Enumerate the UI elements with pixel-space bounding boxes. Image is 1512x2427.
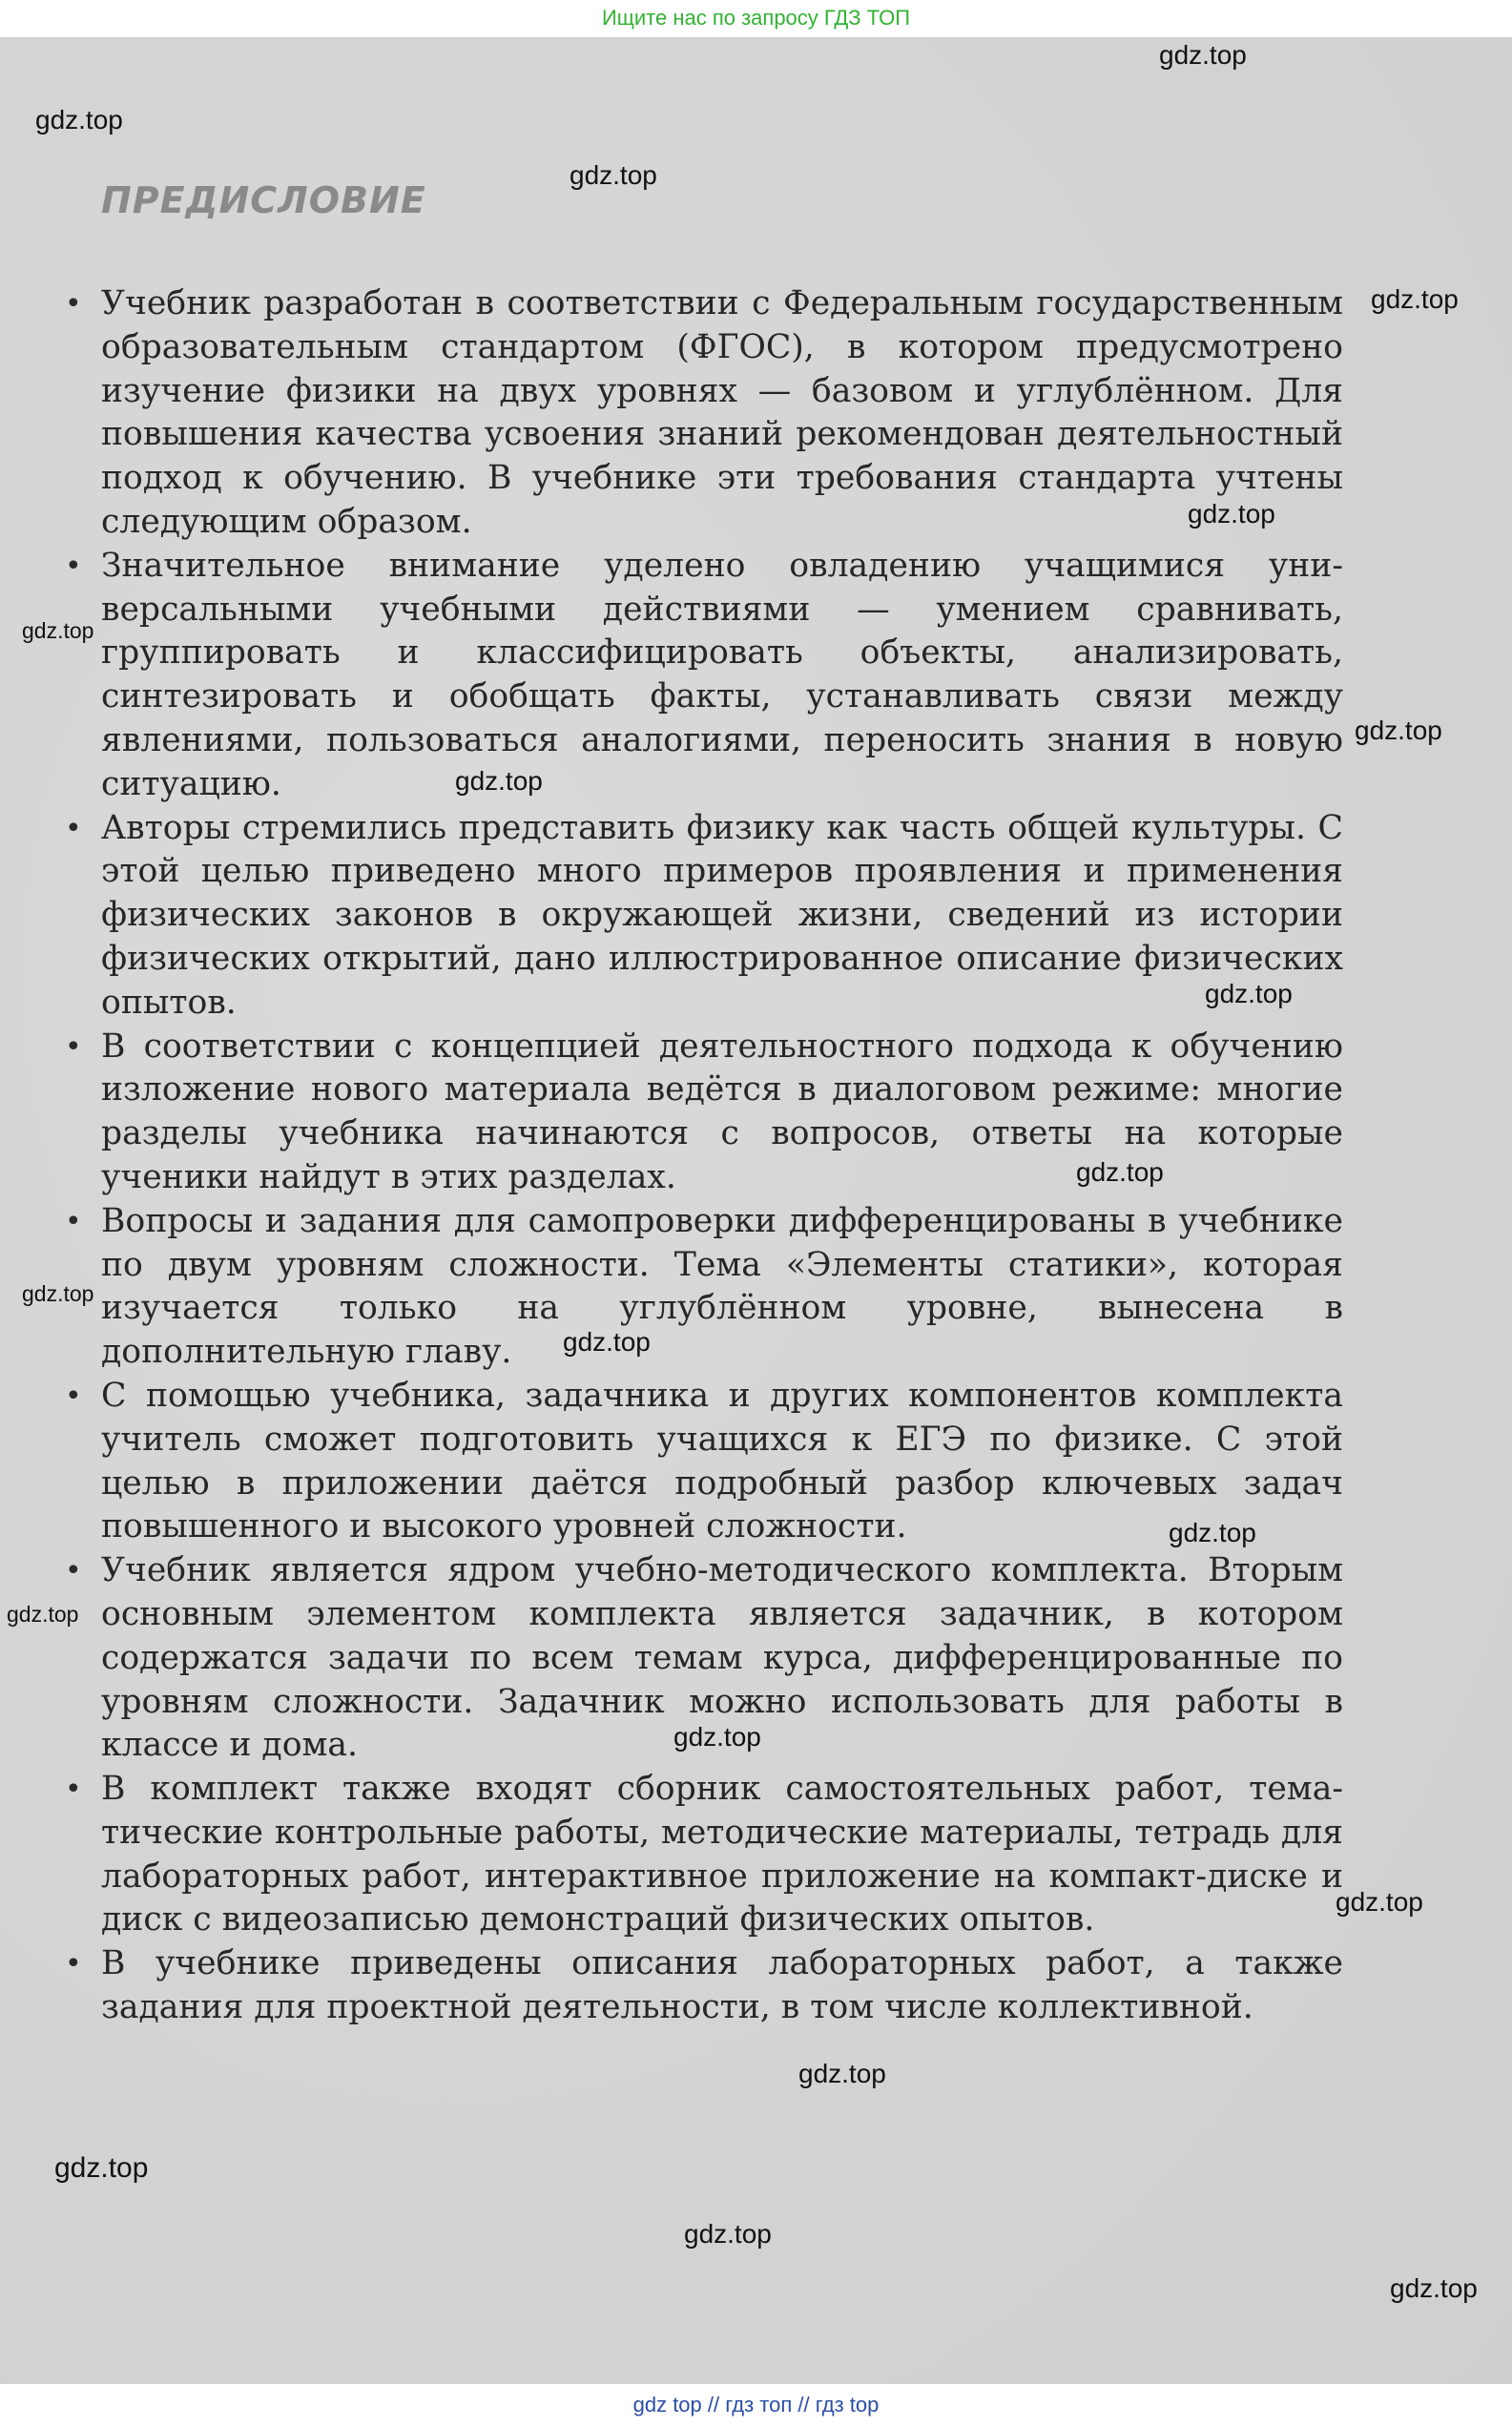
list-item	[65, 807, 1343, 1026]
watermark-text: gdz.top	[54, 2152, 149, 2184]
watermark-text: gdz.top	[1336, 1887, 1423, 1917]
watermark-text: gdz.top	[1169, 1518, 1256, 1547]
watermark-text: gdz.top	[22, 618, 94, 643]
watermark-text: gdz.top	[455, 766, 543, 796]
watermark-text: gdz.top	[798, 2059, 886, 2088]
bullet-icon: •	[65, 1773, 82, 1807]
list-item	[65, 1768, 1343, 1942]
bullet-icon: •	[65, 287, 82, 321]
watermark-text: gdz.top	[570, 160, 657, 190]
bullet-icon: •	[65, 1029, 82, 1064]
search-hint-link[interactable]: Ищите нас по запросу ГДЗ ТОП	[601, 6, 911, 30]
bullet-icon: •	[65, 811, 82, 845]
page-heading: ПРЕДИСЛОВИЕ	[101, 179, 426, 221]
list-item-text: С помощью учебника, задачника и других компонентов комплекта учитель сможет подготовить учащихся к ЕГЭ по физике. С этой целью в приложении даётся подробный разбор ключевых задач повышенного и высокого уровней сложности.	[101, 1376, 1343, 1546]
list-item	[65, 282, 1343, 545]
list-item-text: Учебник разработан в соответствии с Федеральным государственным образовательным стандартом (ФГОС), в котором предусмотрено изучение физики на двух уровнях — базовом и углублённом. Для повышения качества усвоения знаний рекомендован деятельностный подход к обучению. В учебнике эти требования стандарта учтены следующим образом.	[101, 284, 1343, 541]
watermark-text: gdz.top	[35, 105, 123, 135]
list-item-text: В учебнике приведены описания лабораторных работ, а также задания для проектной деятельности, в том числе коллективной.	[101, 1944, 1343, 2027]
list-item-text: Учебник является ядром учебно-методического комплекта. Вторым основным элементом комплекта является задачник, в котором содержатся задачи по всем темам курса, дифференцированные по уровням сложности. Задачник можно использовать для работы в классе и дома.	[101, 1551, 1343, 1765]
watermark-text: gdz.top	[563, 1327, 651, 1357]
list-item-text: Авторы стремились представить физику как часть общей культуры. С этой целью приведено много примеров проявления и применения физических законов в окружающей жизни, сведений из истории физических открытий, дано иллюстрированное описание физических опытов.	[101, 808, 1343, 1022]
bullet-icon: •	[65, 1554, 82, 1588]
watermark-text: gdz.top	[684, 2219, 772, 2249]
bullet-icon: •	[65, 1947, 82, 1981]
list-item	[65, 1375, 1343, 1549]
watermark-text: gdz.top	[673, 1722, 761, 1752]
watermark-text: gdz.top	[1371, 284, 1459, 314]
watermark-text: gdz.top	[1159, 40, 1247, 70]
watermark-text: gdz.top	[1355, 716, 1442, 745]
watermark-text: gdz.top	[1205, 979, 1293, 1008]
list-item	[65, 1200, 1343, 1375]
footer-links[interactable]: gdz top // гдз топ // гдз top	[632, 2393, 880, 2417]
watermark-text: gdz.top	[22, 1281, 94, 1306]
watermark-text: gdz.top	[1390, 2273, 1478, 2303]
watermark-text: gdz.top	[1076, 1157, 1164, 1187]
list-item-text: В соответствии с концепцией деятельностного подхода к обучению изложение нового материала ведётся в диалоговом режиме: многие разделы учебника начинаются с вопросов, ответы на которые ученики найдут в этих разделах.	[101, 1027, 1343, 1196]
bullet-icon: •	[65, 1379, 82, 1413]
bullet-icon: •	[65, 1204, 82, 1238]
preface-bullet-list	[65, 282, 1343, 2030]
list-item	[65, 545, 1343, 807]
watermark-text: gdz.top	[7, 1602, 79, 1627]
watermark-text: gdz.top	[1188, 499, 1275, 529]
list-item-text: Вопросы и задания для самопроверки дифференцированы в учебнике по двум уровням сложности. Тема «Элементы статики», которая изучается только на углублённом уровне, вынесена в дополнительную главу.	[101, 1201, 1343, 1372]
list-item-text: Значительное внимание уделено овладению учащимися универсальными учебными действиями — умением сравнивать, группировать и классифицировать объекты, анализировать, синтезировать и обобщать факты, устанавливать связи между явлениями, пользоваться аналогиями, переносить знания в новую ситуацию.	[101, 546, 1343, 803]
list-item-text: В комплект также входят сборник самостоятельных работ, тематические контрольные работы, методические материалы, тетрадь для лабораторных работ, интерактивное приложение на компакт-диске и диск с видеозаписью демонстраций физических опытов.	[101, 1770, 1343, 1940]
list-item	[65, 1942, 1343, 2030]
bullet-icon: •	[65, 549, 82, 583]
